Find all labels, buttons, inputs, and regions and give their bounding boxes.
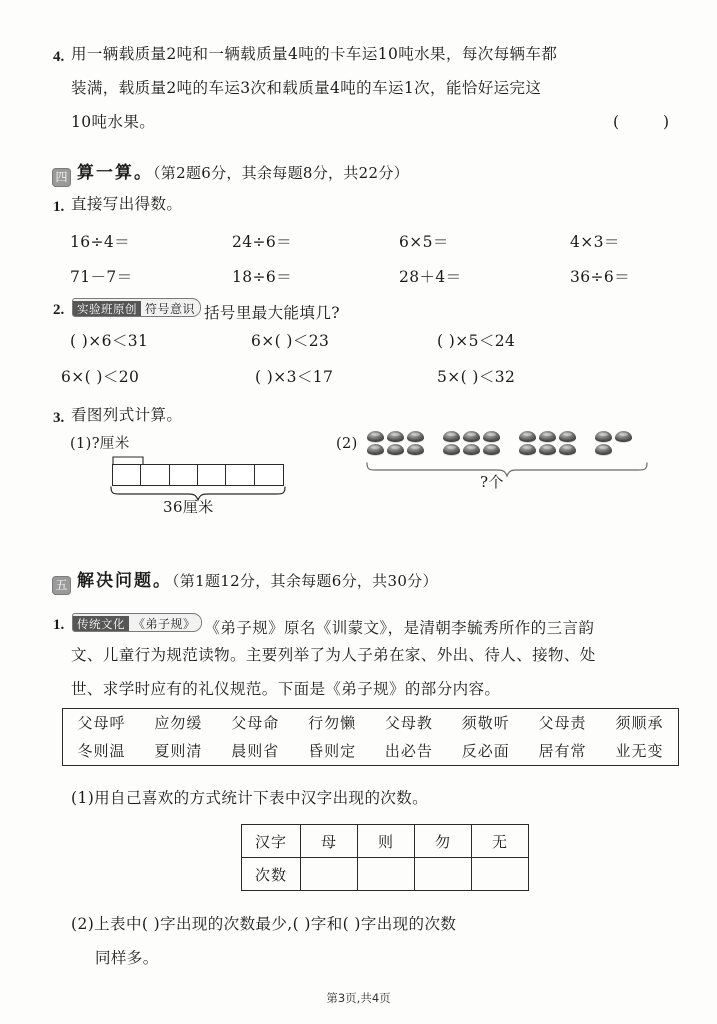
cnt-header-c3: 勿	[415, 825, 472, 858]
mushroom-icon	[443, 444, 460, 455]
dzg-r2c3: 晨则省	[231, 742, 280, 760]
mushroom-icon	[387, 444, 404, 455]
fill-max-r1c3[interactable]: ( )×5＜24	[437, 332, 516, 350]
fill-max-r2c3[interactable]: 5×( )＜32	[437, 368, 516, 386]
question-4-line-1: 用一辆载质量2吨和一辆载质量4吨的卡车运10吨水果，每次每辆车都	[71, 45, 558, 63]
arith-r1c2: 24÷6＝	[232, 233, 293, 251]
section-5-q1-sub2-line-1	[71, 917, 456, 933]
section-5-q1-line-3: 世、求学时应有的礼仪规范。下面是《弟子规》的部分内容。	[71, 680, 501, 698]
page-footer: 第3页,共4页	[326, 991, 391, 1005]
section-4-q2-headline	[71, 298, 340, 322]
dzg-r2c2: 夏则清	[154, 742, 203, 760]
dzg-r1c3: 父母命	[231, 714, 280, 732]
arith-r2c3: 28＋4＝	[399, 268, 462, 286]
bar-segment-3	[170, 465, 198, 485]
dzg-r2c5: 出必告	[384, 742, 433, 760]
dzg-r2c6: 反必面	[461, 742, 510, 760]
table-row	[63, 709, 679, 738]
mushroom-icon	[595, 431, 612, 442]
mushroom-icon	[539, 431, 556, 442]
tag-label-symbol-awareness: 符号意识	[141, 301, 200, 317]
cnt-cell-c1[interactable]	[301, 858, 358, 891]
section-4-q3-prompt: 看图列式计算。	[71, 406, 183, 424]
section-5-title: 解决问题。	[77, 571, 172, 591]
table-row	[63, 737, 679, 766]
mushroom-group-4	[594, 430, 654, 455]
table-row	[242, 825, 529, 858]
dzg-r2c1: 冬则温	[77, 742, 126, 760]
section-4-header	[52, 158, 409, 187]
arith-r1c3: 6×5＝	[399, 233, 449, 251]
section-4-q1-number: 1.	[53, 199, 65, 215]
section-4-q3-sub2-label: (2)	[336, 436, 358, 452]
mushroom-icon	[559, 431, 576, 442]
cnt-row-label: 次数	[242, 858, 301, 891]
tag-pill-experimental-original	[72, 298, 201, 317]
section-5-q1-headline	[71, 613, 594, 637]
question-4-line-2: 装满，载质量2吨的车运3次和载质量4吨的车运1次，能恰好运完这	[71, 79, 542, 97]
section-5-q1-sub2-line-2: 同样多。	[95, 949, 159, 967]
mushroom-icon	[559, 444, 576, 455]
mushroom-icon	[443, 431, 460, 442]
cnt-cell-c2[interactable]	[358, 858, 415, 891]
section-4-q2-number: 2.	[53, 302, 65, 318]
tag-label-experimental-original: 实验班原创	[73, 301, 141, 317]
section-4-score: （第2题6分，其余每题8分，共22分）	[153, 164, 409, 182]
question-4-number: 4.	[53, 49, 65, 65]
bar-segment-1	[113, 465, 141, 485]
section-4-q3-number: 3.	[53, 410, 65, 426]
sub1-label: (1)	[71, 789, 95, 807]
dizigui-verse-table	[62, 708, 679, 766]
dzg-r1c1: 父母呼	[77, 714, 126, 732]
mushroom-icon	[483, 444, 500, 455]
arith-r1c4: 4×3＝	[570, 233, 620, 251]
section-5-q1-number: 1.	[53, 617, 65, 633]
cnt-header-c1: 母	[301, 825, 358, 858]
dzg-r2c4: 昏则定	[308, 742, 357, 760]
cnt-header-c2: 则	[358, 825, 415, 858]
mushroom-brace-bottom	[364, 462, 650, 478]
sub2-label: (2)	[71, 915, 95, 933]
arith-r1c1: 16÷4＝	[70, 233, 131, 251]
sub1-top-label: ?厘米	[91, 436, 130, 452]
mushroom-bottom-label: ?个	[480, 473, 504, 491]
section-4-q3-sub1-label	[70, 437, 130, 452]
table-row	[242, 858, 529, 891]
mushroom-icon	[615, 431, 632, 442]
arith-r2c4: 36÷6＝	[570, 268, 631, 286]
fill-max-r1c2[interactable]: 6×( )＜23	[251, 332, 330, 350]
dzg-r2c7: 居有常	[538, 742, 587, 760]
bar-model	[112, 464, 284, 486]
cnt-header-c4: 无	[472, 825, 529, 858]
bar-bottom-label: 36厘米	[163, 498, 214, 516]
mushroom-icon	[367, 431, 384, 442]
section-5-q1-line-1: 《弟子规》原名《训蒙文》，是清朝李毓秀所作的三言韵	[204, 619, 595, 637]
fill-max-r2c1[interactable]: 6×( )＜20	[61, 368, 140, 386]
question-4-answer-paren-open[interactable]: (	[613, 113, 620, 131]
dzg-r1c2: 应勿缓	[154, 714, 203, 732]
section-5-q1-line-2: 文、儿童行为规范读物。主要列举了为人子弟在家、外出、待人、接物、处	[71, 646, 596, 664]
section-5-score: （第1题12分，其余每题6分，共30分）	[172, 572, 438, 590]
character-count-table	[241, 824, 529, 891]
section-4-q2-prompt: 括号里最大能填几?	[204, 304, 340, 322]
dzg-r1c5: 父母教	[384, 714, 433, 732]
mushroom-icon	[387, 431, 404, 442]
mushroom-icon	[407, 444, 424, 455]
mushroom-group-2	[442, 430, 502, 455]
mushroom-icon	[519, 444, 536, 455]
section-4-badge: 四	[52, 168, 71, 187]
cnt-cell-c3[interactable]	[415, 858, 472, 891]
section-5-q1-sub1	[71, 791, 428, 807]
section-5-header	[52, 566, 438, 595]
bar-segment-4	[198, 465, 226, 485]
mushroom-icon	[463, 444, 480, 455]
mushroom-group-3	[518, 430, 578, 455]
section-4-q1-prompt: 直接写出得数。	[71, 195, 183, 213]
arith-r2c1: 71－7＝	[70, 268, 133, 286]
cnt-cell-c4[interactable]	[472, 858, 529, 891]
bar-segment-6	[255, 465, 283, 485]
dzg-r1c8: 须顺承	[615, 714, 664, 732]
mushroom-icon	[463, 431, 480, 442]
sub2-line-1-text[interactable]: 上表中( )字出现的次数最少,( )字和( )字出现的次数	[94, 915, 457, 933]
sub1-label-text: (1)	[70, 436, 92, 452]
bar-segment-2	[141, 465, 169, 485]
section-4-title: 算一算。	[77, 163, 153, 183]
dzg-r1c4: 行勿懒	[308, 714, 357, 732]
arith-r2c2: 18÷6＝	[232, 268, 293, 286]
cnt-header-label: 汉字	[242, 825, 301, 858]
question-4-answer-paren-close[interactable]: )	[663, 113, 670, 131]
question-4-line-3: 10吨水果。	[71, 113, 156, 131]
tag-label-traditional-culture: 传统文化	[73, 616, 129, 632]
mushroom-icon	[367, 444, 384, 455]
sub1-text: 用自己喜欢的方式统计下表中汉字出现的次数。	[94, 789, 429, 807]
tag-label-dizigui: 《弟子规》	[129, 616, 201, 632]
mushroom-icon	[519, 431, 536, 442]
tag-pill-traditional-culture	[72, 613, 202, 632]
fill-max-r1c1[interactable]: ( )×6＜31	[70, 332, 149, 350]
fill-max-r2c2[interactable]: ( )×3＜17	[255, 368, 334, 386]
dzg-r2c8: 业无变	[615, 742, 664, 760]
dzg-r1c6: 须敬听	[461, 714, 510, 732]
bar-segment-5	[226, 465, 254, 485]
mushroom-icon	[539, 444, 556, 455]
mushroom-icon	[407, 431, 424, 442]
mushroom-icon	[595, 444, 612, 455]
mushroom-icon	[483, 431, 500, 442]
dzg-r1c7: 父母责	[538, 714, 587, 732]
section-5-badge: 五	[52, 576, 71, 595]
mushroom-group-1	[366, 430, 426, 455]
